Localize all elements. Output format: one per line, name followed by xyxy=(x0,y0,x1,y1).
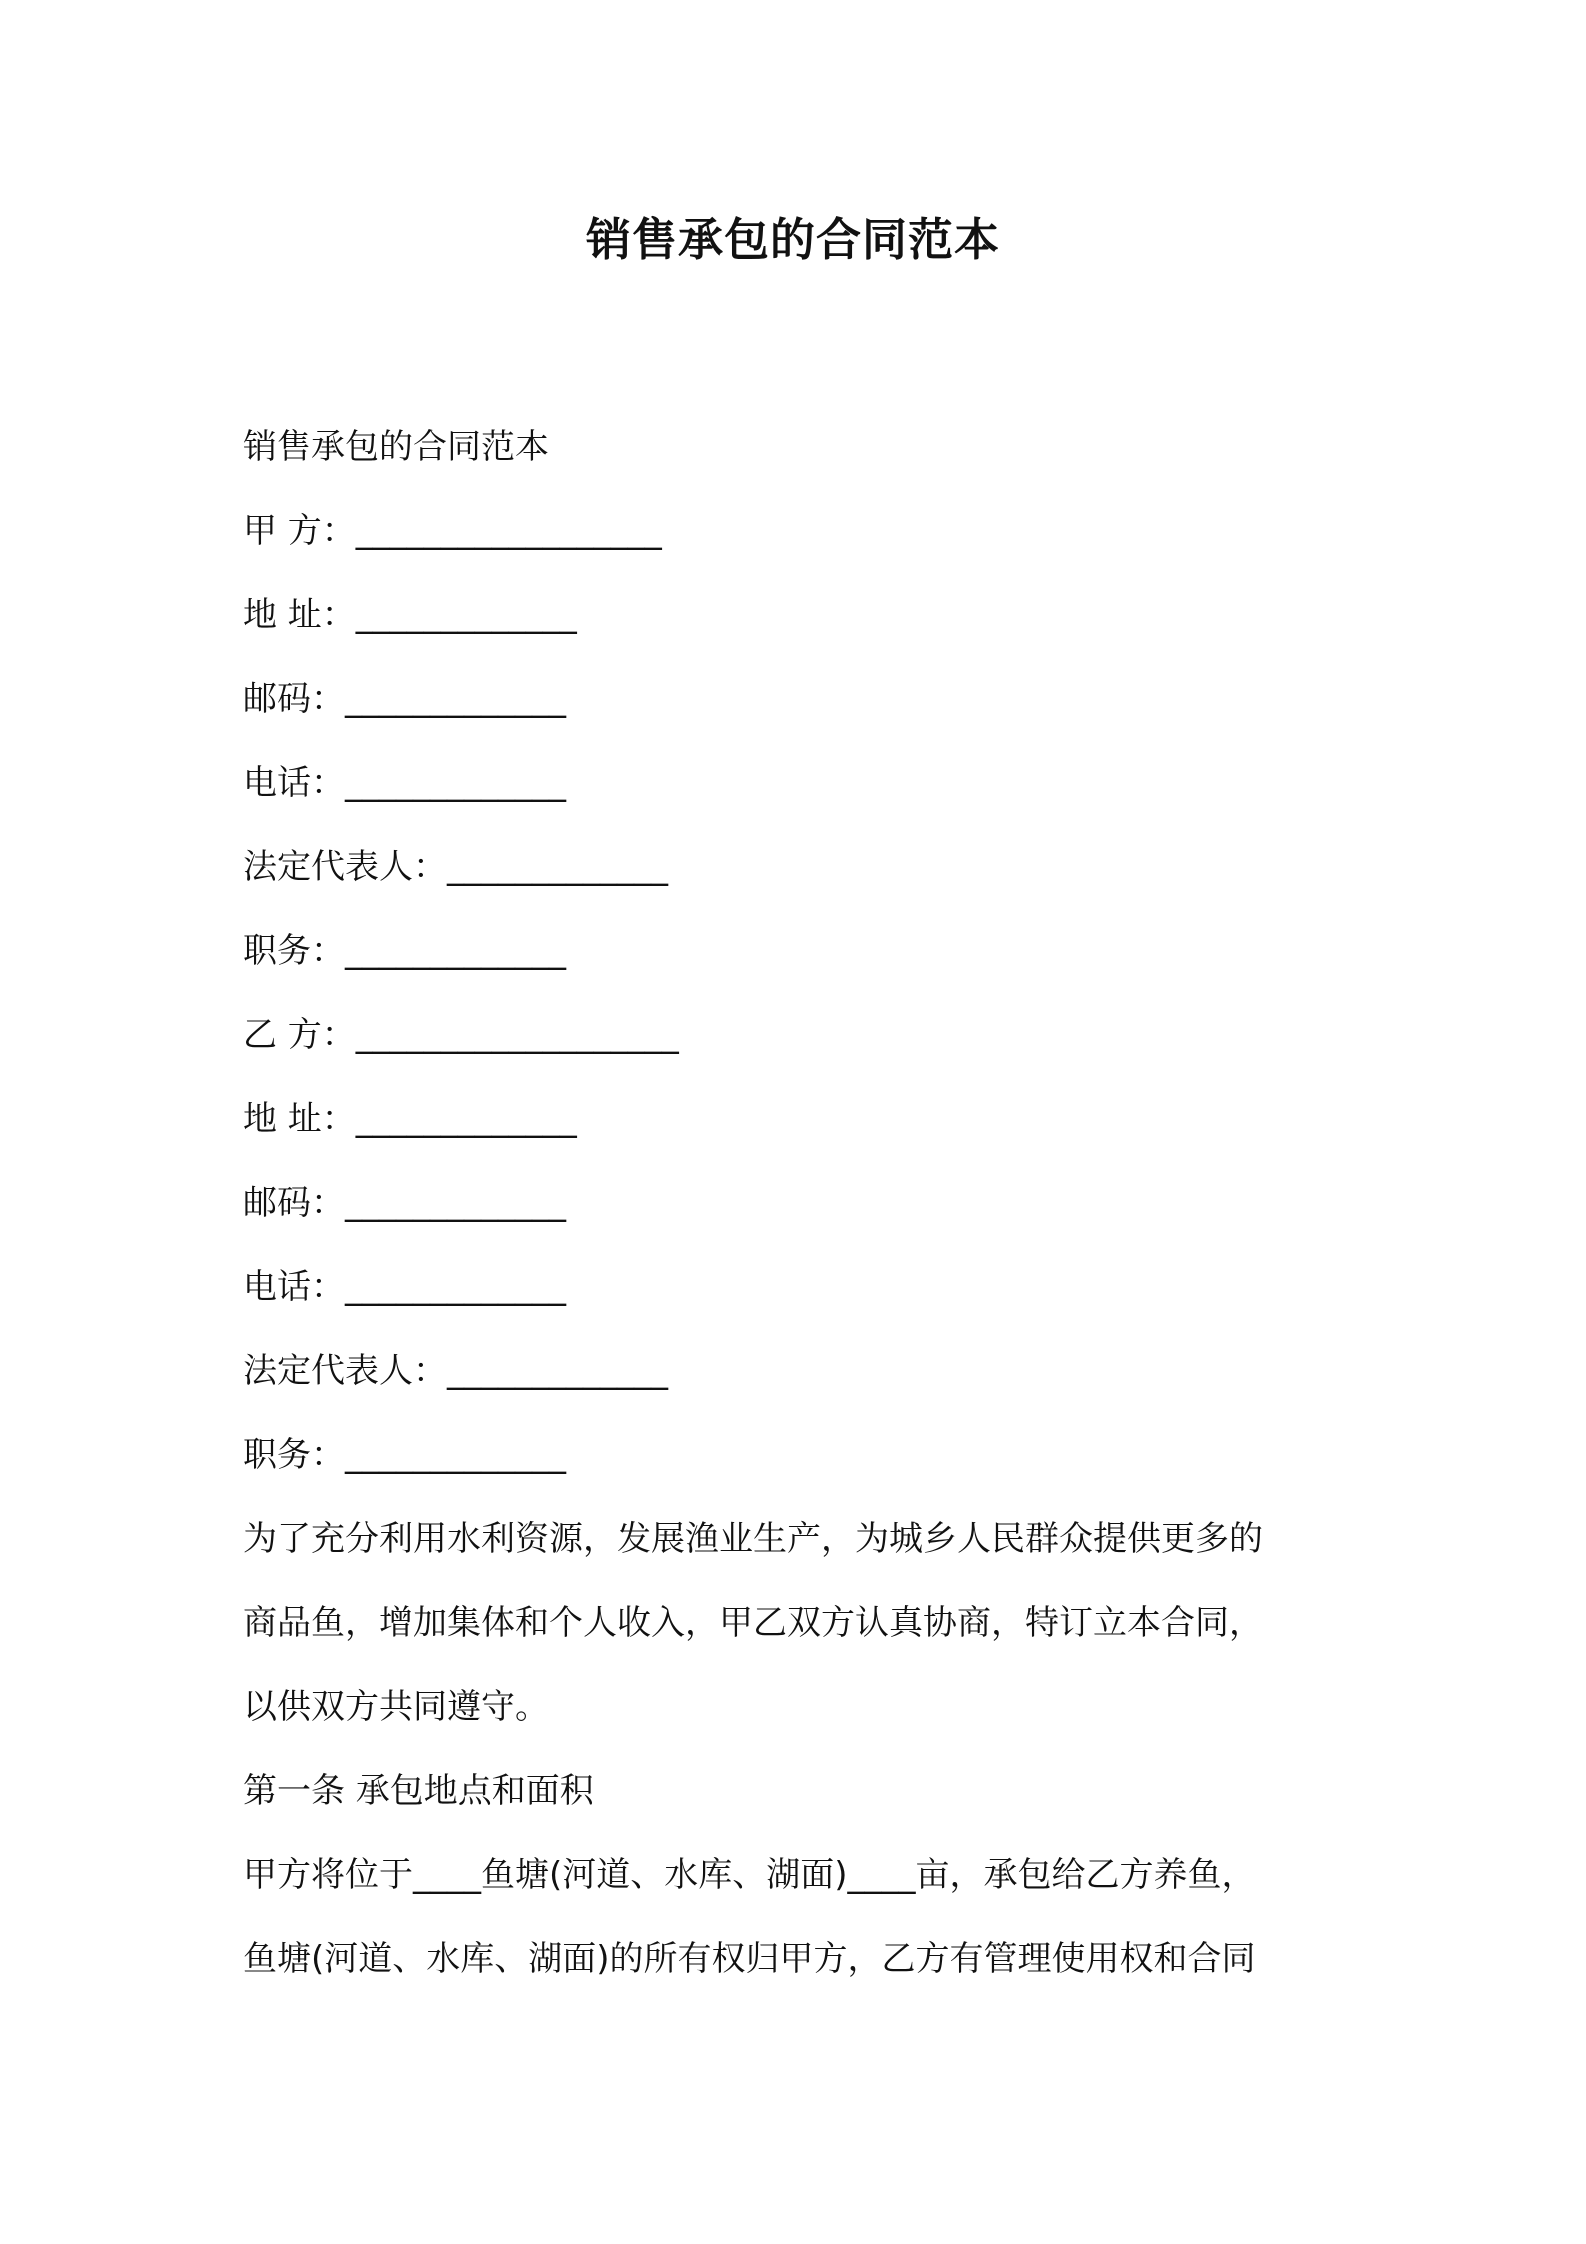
party-a-line: 甲 方：__________________ xyxy=(243,511,662,551)
party-a-address-line: 地 址：_____________ xyxy=(243,595,577,635)
party-b-position-line: 职务：_____________ xyxy=(243,1435,566,1475)
party-a-legal-rep-line: 法定代表人：_____________ xyxy=(243,847,668,887)
document-body xyxy=(243,405,1353,2001)
preamble-line-1: 为了充分利用水利资源，发展渔业生产，为城乡人民群众提供更多的 xyxy=(243,1519,1263,1559)
subtitle-line: 销售承包的合同范本 xyxy=(243,427,549,467)
article-1-line-2: 鱼塘(河道、水库、湖面)的所有权归甲方，乙方有管理使用权和合同 xyxy=(243,1939,1256,1979)
party-b-legal-rep-line: 法定代表人：_____________ xyxy=(243,1351,668,1391)
party-a-position-line: 职务：_____________ xyxy=(243,931,566,971)
party-a-phone-line: 电话：_____________ xyxy=(243,763,566,803)
preamble-line-2: 商品鱼，增加集体和个人收入，甲乙双方认真协商，特订立本合同， xyxy=(243,1603,1263,1643)
party-a-postcode-line: 邮码：_____________ xyxy=(243,679,566,719)
party-b-phone-line: 电话：_____________ xyxy=(243,1267,566,1307)
party-b-postcode-line: 邮码：_____________ xyxy=(243,1183,566,1223)
article-1-line-1: 甲方将位于____鱼塘(河道、水库、湖面)____亩，承包给乙方养鱼， xyxy=(243,1855,1256,1895)
document-title: 销售承包的合同范本 xyxy=(585,213,1000,266)
article-1-heading: 第一条 承包地点和面积 xyxy=(243,1771,594,1811)
preamble-line-3: 以供双方共同遵守。 xyxy=(243,1687,549,1727)
party-b-line: 乙 方：___________________ xyxy=(243,1015,679,1055)
party-b-address-line: 地 址：_____________ xyxy=(243,1099,577,1139)
